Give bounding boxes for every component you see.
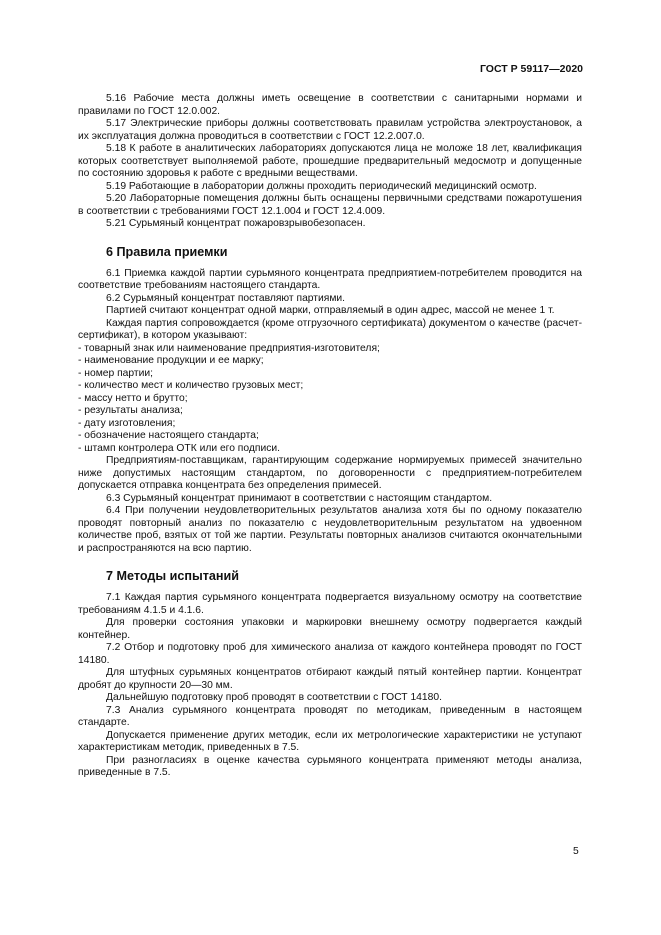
paragraph-7-3-other-methods: Допускается применение других методик, если их метрологические характеристики не уступают характеристикам методик, приведенных в 7.5. [78,729,582,753]
paragraph-6-4: 6.4 При получении неудовлетворительных результатов анализа хотя бы по одному показателю проводят повторный анализ по показателю с неудовлетворительным результатом на удвоенном количестве проб, взятых от той же партии. Результаты повторных анализов считаются окончательными и распространяются на всю партию. [78,505,582,554]
paragraph-6-1: 6.1 Приемка каждой партии сурьмяного концентрата предприятием-потребителем проводится на соответствие требованиям настоящего стандарта. [78,267,582,291]
paragraph-6-2-lot: Партией считают концентрат одной марки, отправляемый в один адрес, массой не менее 1 т. [106,305,555,316]
paragraph-5-17: 5.17 Электрические приборы должны соответствовать правилам устройства электроустановок, а их эксплуатация должна проводиться в соответствии с ГОСТ 12.2.007.0. [78,118,582,142]
paragraph-5-19: 5.19 Работающие в лаборатории должны проходить периодический медицинский осмотр. [106,180,537,192]
document-code: ГОСТ Р 59117—2020 [479,63,583,75]
page-number: 5 [573,846,579,857]
paragraph-5-18: 5.18 К работе в аналитических лабораториях допускаются лица не моложе 18 лет, квалификация которых соответствует выполняемой работе, прошедшие предварительный медосмотр и допущенные по состоянию здоровья к работе с вредными веществами. [78,143,582,179]
list-item: - обозначение настоящего стандарта; [78,430,259,441]
paragraph-7-2-shtuf: Для штуфных сурьмяных концентратов отбирают каждый пятый контейнер партии. Концентрат дробят до крупности 20—30 мм. [78,667,582,691]
paragraph-7-3-disputes: При разногласиях в оценке качества сурьмяного концентрата применяют методы анализа, приведенные в 7.5. [78,754,582,778]
paragraph-6-2-document: Каждая партия сопровождается (кроме отгрузочного сертификата) документом о качестве (расчет-сертификат), в котором указывают: [78,317,582,341]
paragraph-6-2-suppliers: Предприятиям-поставщикам, гарантирующим содержание нормируемых примесей значительно ниже допустимых настоящим стандартом, по договоренности с предприятием-потребителем допускается отправка концентрата без определения примесей. [78,455,582,491]
list-item: - результаты анализа; [78,405,183,416]
section-6-title: 6 Правила приемки [106,244,228,259]
list-item: - наименование продукции и ее марку; [78,355,264,366]
paragraph-6-3: 6.3 Сурьмяный концентрат принимают в соответствии с настоящим стандартом. [106,492,493,504]
paragraph-5-20: 5.20 Лабораторные помещения должны быть оснащены первичными средствами пожаротушения в соответствии с требованиями ГОСТ 12.1.004 и ГОСТ 12.4.009. [78,193,582,217]
list-item: - массу нетто и брутто; [78,392,188,404]
section-7-title: 7 Методы испытаний [106,569,239,583]
paragraph-7-1-packaging: Для проверки состояния упаковки и маркировки внешнему осмотру подвергается каждый контейнер. [78,617,582,641]
paragraph-7-2-preparation: Дальнейшую подготовку проб проводят в соответствии с ГОСТ 14180. [106,692,442,703]
paragraph-5-16: 5.16 Рабочие места должны иметь освещение в соответствии с санитарными нормами и правилами по ГОСТ 12.0.002. [78,93,582,117]
paragraph-7-3: 7.3 Анализ сурьмяного концентрата проводят по методикам, приведенным в настоящем стандарте. [78,704,582,728]
paragraph-6-2: 6.2 Сурьмяный концентрат поставляют партиями. [106,292,346,304]
paragraph-7-2: 7.2 Отбор и подготовку проб для химического анализа от каждого контейнера проводят по ГОСТ 14180. [78,642,582,666]
list-item: - товарный знак или наименование предприятия-изготовителя; [78,342,380,354]
list-item: - номер партии; [78,367,153,379]
list-item: - количество мест и количество грузовых мест; [78,380,304,391]
paragraph-7-1: 7.1 Каждая партия сурьмяного концентрата подвергается визуальному осмотру на соответствие требованиям 4.1.5 и 4.1.6. [78,592,582,616]
quality-document-list [78,343,582,456]
paragraph-5-21: 5.21 Сурьмяный концентрат пожаровзрывобезопасен. [106,218,366,229]
list-item: - штамп контролера ОТК или его подписи. [78,442,280,454]
document-body [78,93,582,780]
list-item: - дату изготовления; [78,417,176,429]
